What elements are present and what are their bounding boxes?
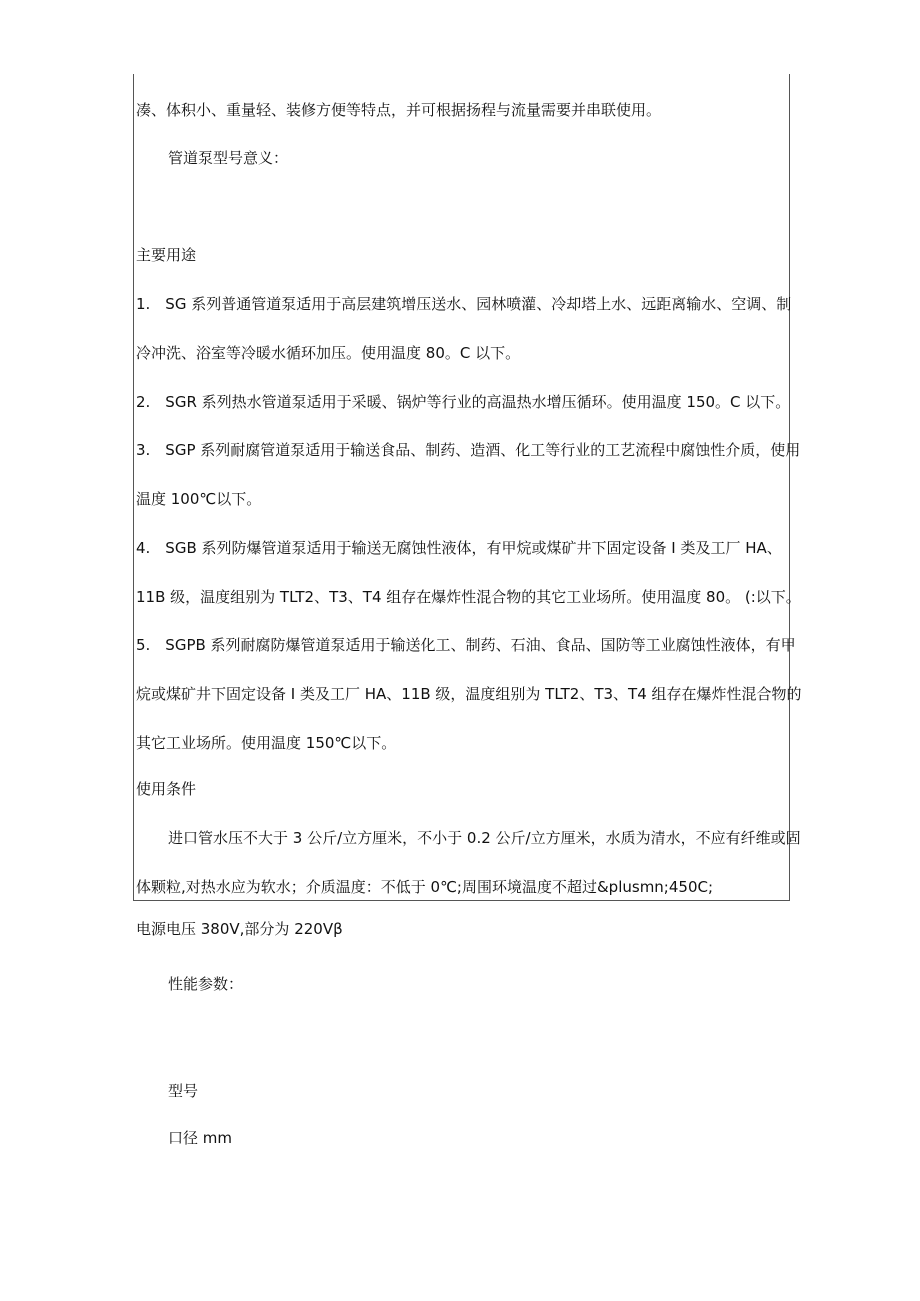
table-border-bottom <box>133 900 790 901</box>
text-line-use-1b: 冷冲洗、浴室等冷暖水循环加压。使用温度 80。C 以下。 <box>136 344 521 362</box>
text-line-use-5b: 烷或煤矿井下固定设备 I 类及工厂 HA、11B 级，温度组别为 TLT2、T3、T4 组存在爆炸性混合物的 <box>136 685 802 703</box>
text-line-diameter: 口径 mm <box>168 1129 232 1147</box>
text-line-use-4a: 4. SGB 系列防爆管道泵适用于输送无腐蚀性液体，有甲烷或煤矿井下固定设备 I 类及工厂 HA、 <box>136 539 782 557</box>
section-heading-main-uses: 主要用途 <box>136 246 197 264</box>
text-line-use-5a: 5. SGPB 系列耐腐防爆管道泵适用于输送化工、制药、石油、食品、国防等工业腐蚀性液体，有甲 <box>136 636 796 654</box>
text-line-use-2: 2. SGR 系列热水管道泵适用于采暖、锅炉等行业的高温热水增压循环。使用温度 150。C 以下。 <box>136 393 791 411</box>
text-line-use-1a: 1. SG 系列普通管道泵适用于高层建筑增压送水、园林喷灌、冷却塔上水、远距离输水、空调、制 <box>136 295 792 313</box>
text-line-performance-params: 性能参数： <box>168 975 244 993</box>
text-line-use-3a: 3. SGP 系列耐腐管道泵适用于输送食品、制药、造酒、化工等行业的工艺流程中腐蚀性介质，使用 <box>136 441 801 459</box>
section-heading-conditions: 使用条件 <box>136 780 197 798</box>
text-line-use-3b: 温度 100℃以下。 <box>136 490 262 508</box>
table-border-right <box>789 74 790 901</box>
text-line-conditions-b: 体颗粒,对热水应为软水；介质温度：不低于 0℃;周围环境温度不超过&plusmn;450C; <box>136 878 714 896</box>
text-line-conditions-a: 进口管水压不大于 3 公斤/立方厘米，不小于 0.2 公斤/立方厘米，水质为清水，不应有纤维或固 <box>168 829 801 847</box>
text-line-model-meaning: 管道泵型号意义： <box>168 149 289 167</box>
text-line-use-5c: 其它工业场所。使用温度 150℃以下。 <box>136 734 397 752</box>
text-line-power-supply: 电源电压 380V,部分为 220Vβ <box>136 920 343 938</box>
text-line-features: 凑、体积小、重量轻、装修方便等特点，并可根据扬程与流量需要并串联使用。 <box>136 101 662 119</box>
text-line-use-4b: 11B 级，温度组别为 TLT2、T3、T4 组存在爆炸性混合物的其它工业场所。使用温度 80。 (:以下。 <box>136 588 801 606</box>
table-border-left <box>133 74 134 901</box>
text-line-model: 型号 <box>168 1082 199 1100</box>
